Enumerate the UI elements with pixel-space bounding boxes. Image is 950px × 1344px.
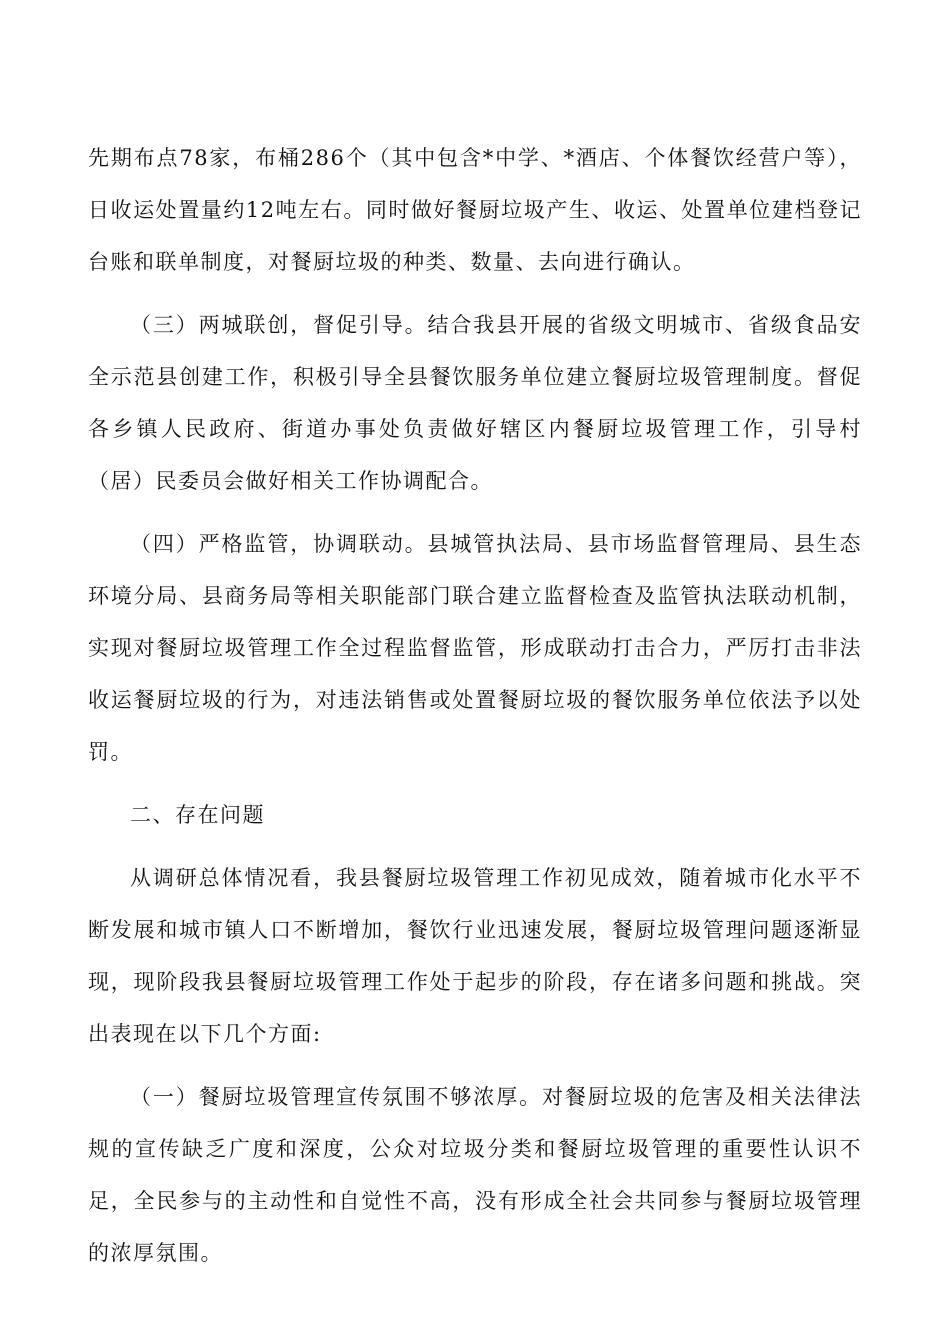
paragraph-overview: 从调研总体情况看，我县餐厨垃圾管理工作初见成效，随着城市化水平不断发展和城市镇人口不断增加，餐饮行业迅速发展，餐厨垃圾管理问题逐渐显现，现阶段我县餐厨垃圾管理工作处于起步的阶段，存在诸多问题和挑战。突出表现在以下几个方面: bbox=[88, 866, 862, 1046]
paragraph-problem-one: （一）餐厨垃圾管理宣传氛围不够浓厚。对餐厨垃圾的危害及相关法律法规的宣传缺乏广度和深度，公众对垃圾分类和餐厨垃圾管理的重要性认识不足，全民参与的主动性和自觉性不高，没有形成全社会共同参与餐厨垃圾管理的浓厚氛围。 bbox=[88, 1085, 862, 1265]
section-heading-problems: 二、存在问题 bbox=[130, 803, 265, 827]
document-body bbox=[88, 132, 862, 1290]
paragraph-section-three: （三）两城联创，督促引导。结合我县开展的省级文明城市、省级食品安全示范县创建工作，积极引导全县餐饮服务单位建立餐厨垃圾管理制度。督促各乡镇人民政府、街道办事处负责做好辖区内餐厨垃圾管理工作，引导村（居）民委员会做好相关工作协调配合。 bbox=[88, 313, 862, 493]
paragraph-continued: 先期布点78家，布桶286个（其中包含*中学、*酒店、个体餐饮经营户等），日收运处置量约12吨左右。同时做好餐厨垃圾产生、收运、处置单位建档登记台账和联单制度，对餐厨垃圾的种类、数量、去向进行确认。 bbox=[88, 146, 862, 274]
paragraph-section-four: （四）严格监管，协调联动。县城管执法局、县市场监督管理局、县生态环境分局、县商务局等相关职能部门联合建立监督检查及监管执法联动机制，实现对餐厨垃圾管理工作全过程监督监管，形成联动打击合力，严厉打击非法收运餐厨垃圾的行为，对违法销售或处置餐厨垃圾的餐饮服务单位依法予以处罚。 bbox=[88, 532, 862, 764]
